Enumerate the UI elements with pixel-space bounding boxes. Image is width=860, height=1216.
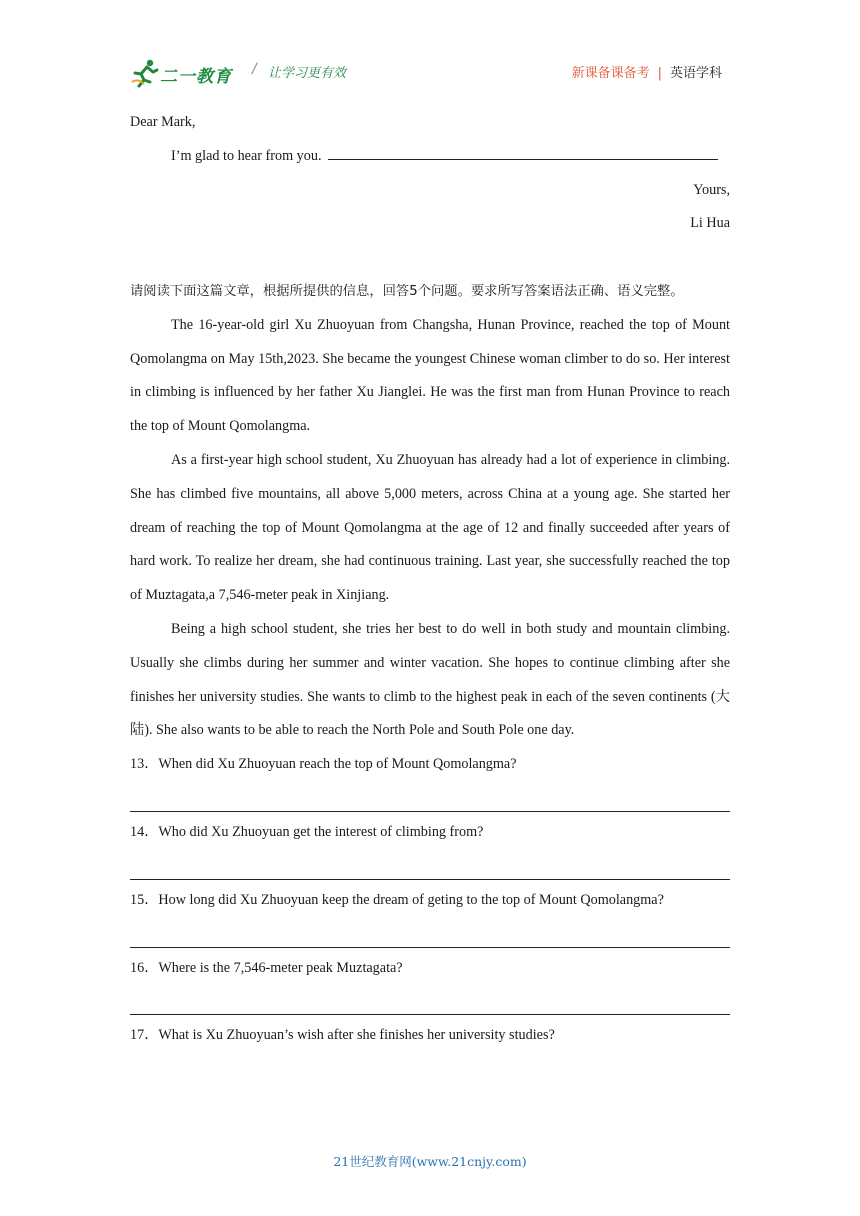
passage-paragraph: As a first-year high school student, Xu Zhuoyuan has already had a lot of experience in climbing. She has climbed five mountains, all above 5,000 meters, across China at a young age. She started her dream of reaching the top of Mount Qomolangma at the age of 12 and finally succeeded after years of hard work. To realize her dream, she had continuous training. Last year, she successfully reached the top of Muztagata,a 7,546-meter peak in Xinjiang. [130, 451, 730, 604]
letter-closing: Yours, [693, 181, 730, 198]
question-17: 17．What is Xu Zhuoyuan’s wish after she finishes her university studies? [130, 1027, 555, 1044]
question-16: 16．Where is the 7,546-meter peak Muztagata? [130, 959, 403, 976]
header-separator: | [657, 66, 662, 81]
question-15: 15．How long did Xu Zhuoyuan keep the dream of geting to the top of Mount Qomolangma? [130, 891, 664, 908]
passage-paragraph: Being a high school student, she tries her best to do well in both study and mountain climbing. Usually she climbs during her summer and winter vacation. She hopes to continue climbing after she finishes her university studies. She wants to climb to the highest peak in each of the seven continents (大陆). She also wants to be able to reach the North Pole and South Pole one day. [130, 620, 730, 739]
answer-line-15[interactable] [130, 946, 730, 948]
logo [130, 56, 242, 90]
letter-first-line [130, 140, 730, 174]
logo-text: 二一教育 [160, 67, 232, 87]
answer-line-14[interactable] [130, 878, 730, 880]
slogan: 让学习更有效 [268, 66, 347, 81]
header-subject [572, 62, 722, 81]
letter-signature: Li Hua [690, 215, 730, 232]
runner-logo-icon [130, 58, 160, 88]
question-14: 14．Who did Xu Zhuoyuan get the interest of climbing from? [130, 823, 484, 840]
header-tag: 新课备课备考 [571, 66, 650, 81]
answer-line-13[interactable] [130, 810, 730, 812]
passage-paragraph: The 16-year-old girl Xu Zhuoyuan from Changsha, Hunan Province, reached the top of Mount Qomolangma on May 15th,2023. She became the youngest Chinese woman climber to do so. Her interest in climbing is influenced by her father Xu Jianglei. He was the first man from Hunan Province to reach the top of Mount Qomolangma. [130, 316, 730, 435]
document-body [130, 106, 730, 1053]
page-header [130, 56, 730, 92]
reading-instructions: 请阅读下面这篇文章，根据所提供的信息，回答5个问题。要求所写答案语法正确、语义完整。 [130, 283, 684, 299]
answer-line-16[interactable] [130, 1013, 730, 1015]
letter-opening: I’m glad to hear from you. [171, 147, 322, 164]
header-subject-label: 英语学科 [669, 66, 722, 81]
slogan-divider: / [252, 61, 257, 77]
letter-salutation: Dear Mark, [130, 114, 196, 130]
page-footer: 21世纪教育网(www.21cnjy.com) [333, 1154, 527, 1169]
writing-blank[interactable] [328, 141, 718, 160]
question-13: 13．When did Xu Zhuoyuan reach the top of Mount Qomolangma? [130, 756, 517, 773]
